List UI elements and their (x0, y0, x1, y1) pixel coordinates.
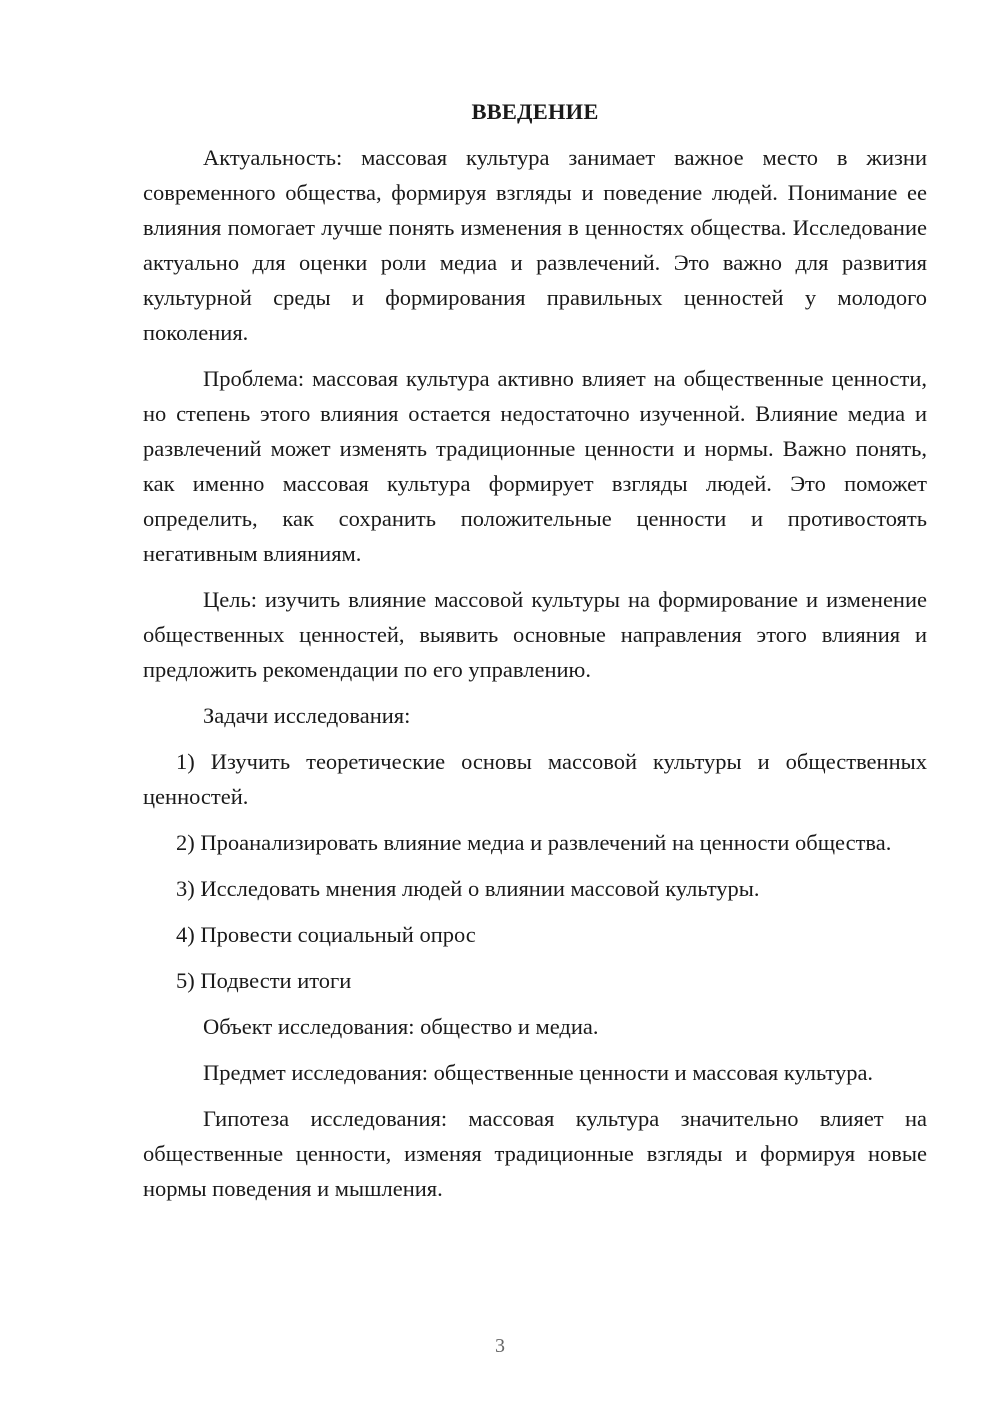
relevance-paragraph: Актуальность: массовая культура занимает важное место в жизни современного общества, формируя взгляды и поведение людей. Понимание ее влияния помогает лучше понять изменения в ценностях общества. Исследование актуально для оценки роли медиа и развлечений. Это важно для развития культурной среды и формирования правильных ценностей у молодого поколения. (143, 145, 927, 345)
page-number: 3 (495, 1335, 505, 1357)
goal-paragraph: Цель: изучить влияние массовой культуры на формирование и изменение общественных ценностей, выявить основные направления этого влияния и предложить рекомендации по его управлению. (143, 587, 927, 682)
subject-paragraph: Предмет исследования: общественные ценности и массовая культура. (203, 1060, 874, 1085)
task-item-5: 5) Подвести итоги (176, 968, 352, 993)
task-item-3: 3) Исследовать мнения людей о влиянии массовой культуры. (176, 876, 760, 901)
task-item-1: 1) Изучить теоретические основы массовой культуры и общественных ценностей. (143, 749, 927, 809)
tasks-heading: Задачи исследования: (203, 703, 411, 728)
section-title: ВВЕДЕНИЕ (471, 99, 599, 124)
page-content (143, 94, 927, 1217)
hypothesis-paragraph: Гипотеза исследования: массовая культура значительно влияет на общественные ценности, изменяя традиционные взгляды и формируя новые нормы поведения и мышления. (143, 1106, 927, 1201)
problem-paragraph: Проблема: массовая культура активно влияет на общественные ценности, но степень этого влияния остается недостаточно изученной. Влияние медиа и развлечений может изменять традиционные ценности и нормы. Важно понять, как именно массовая культура формирует взгляды людей. Это поможет определить, как сохранить положительные ценности и противостоять негативным влияниям. (143, 366, 927, 566)
task-item-2: 2) Проанализировать влияние медиа и развлечений на ценности общества. (176, 830, 892, 855)
object-paragraph: Объект исследования: общество и медиа. (203, 1014, 599, 1039)
task-item-4: 4) Провести социальный опрос (176, 922, 476, 947)
